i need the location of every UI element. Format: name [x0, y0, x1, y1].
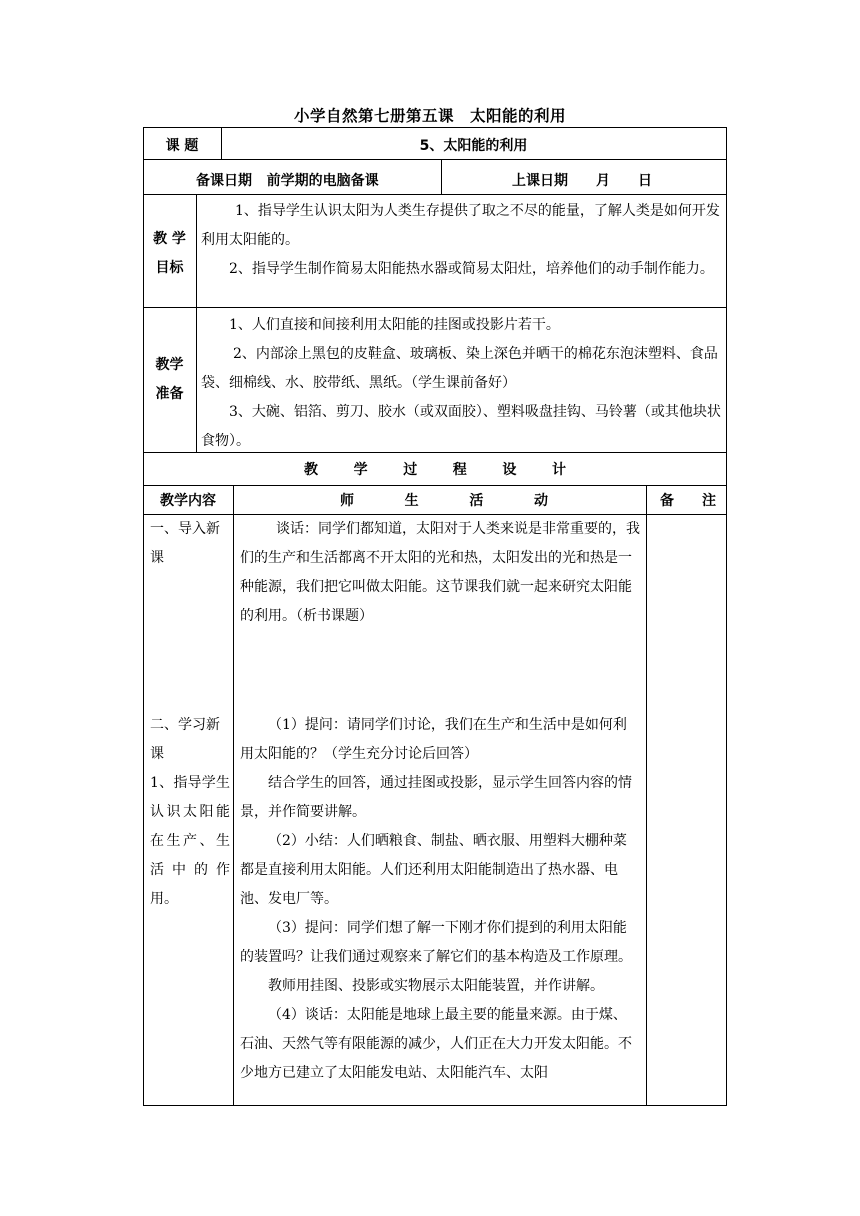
- section-1-paragraph: 谈话：同学们都知道，太阳对于人类来说是非常重要的，我们的生产和生活都离不开太阳的光和热，太阳发出的光和热是一种能源，我们把它叫做太阳能。这节课我们就一起来研究太阳能的利用。（析书课题）: [240, 521, 640, 624]
- prep-date-label: 备课日期: [196, 173, 252, 189]
- activity-header-char: 活: [469, 493, 484, 509]
- prep-paragraph-2: 2、内部涂上黑包的皮鞋盒、玻璃板、染上深色并晒干的棉花东泡沫塑料、食品袋、细棉线、水、胶带纸、黑纸。（学生课前备好）: [201, 346, 718, 391]
- section-2-paragraph-6: （4）谈话：太阳能是地球上最主要的能量来源。由于煤、石油、天然气等有限能源的减少，人们正在大力开发太阳能。不少地方已建立了太阳能发电站、太阳能汽车、太阳: [240, 1007, 632, 1081]
- goals-paragraph-2: 2、指导学生制作简易太阳能热水器或简易太阳灶，培养他们的动手制作能力。: [229, 261, 714, 277]
- column-header-notes: [660, 490, 716, 510]
- day-label: 日: [638, 173, 652, 189]
- section-1-activity: [240, 515, 640, 631]
- activity-header-char: 师: [340, 493, 354, 509]
- prep-date: [196, 170, 436, 190]
- section-2-paragraph-3: （2）小结：人们晒粮食、制盐、晒衣服、用塑料大棚种菜都是直接利用太阳能。人们还利用太阳能制造出了热水器、电池、发电厂等。: [240, 833, 627, 907]
- section-2-paragraph-1: （1）提问：请同学们讨论，我们在生产和生活中是如何利用太阳能的？（学生充分讨论后回答）: [240, 717, 627, 762]
- notes-header-char: 注: [702, 493, 716, 509]
- prep-paragraph-1: 1、人们直接和间接利用太阳能的挂图或投影片若干。: [229, 317, 560, 333]
- section-2-paragraph-5: 教师用挂图、投影或实物展示太阳能装置，并作讲解。: [268, 978, 604, 994]
- process-heading-char: 计: [551, 462, 566, 478]
- goals-paragraph-1: 1、指导学生认识太阳为人类生存提供了取之不尽的能量，了解人类是如何开发利用太阳能的。: [201, 203, 720, 248]
- process-heading-char: 学: [353, 462, 368, 478]
- goals-label: [143, 225, 196, 283]
- topic-label: 课 题: [165, 138, 199, 154]
- column-header-activity: [340, 490, 548, 510]
- goals-label-line2: 目标: [155, 260, 184, 276]
- process-heading: [304, 459, 566, 479]
- class-date-label: 上课日期: [512, 173, 568, 189]
- process-heading-char: 过: [403, 462, 418, 478]
- process-heading-char: 设: [502, 462, 517, 478]
- prep-label-line2: 准备: [155, 386, 184, 402]
- section-2-subtitle: 1、指导学生认识太阳能在生产、生活中的作用。: [150, 775, 230, 907]
- column-header-content: 教学内容: [160, 493, 216, 509]
- month-label: 月: [596, 173, 610, 189]
- class-date: [512, 170, 722, 190]
- section-2-title: 二、学习新课: [150, 717, 220, 762]
- prep-body: [201, 311, 722, 456]
- section-2-paragraph-4: （3）提问：同学们想了解一下刚才你们提到的利用太阳能的装置吗？让我们通过观察来了解它们的基本构造及工作原理。: [240, 920, 632, 965]
- prep-label-line1: 教学: [155, 357, 184, 373]
- section-2-left: [150, 711, 230, 914]
- section-1-title: 一、导入新课: [150, 521, 220, 566]
- topic-value: 5、太阳能的利用: [419, 138, 528, 154]
- goals-body: [201, 197, 722, 284]
- activity-header-char: 动: [533, 493, 548, 509]
- activity-header-char: 生: [404, 493, 419, 509]
- process-heading-char: 程: [452, 462, 467, 478]
- section-2-paragraph-2: 结合学生的回答，通过挂图或投影，显示学生回答内容的情景，并作简要讲解。: [240, 775, 632, 820]
- goals-label-line1: 教 学: [153, 231, 186, 247]
- document-title: 小学自然第七册第五课 太阳能的利用: [293, 107, 566, 125]
- prep-paragraph-3: 3、大碗、铝箔、剪刀、胶水（或双面胶）、塑料吸盘挂钩、马铃薯（或其他块状食物）。: [201, 404, 721, 449]
- prep-label: [143, 351, 196, 409]
- prep-date-value: 前学期的电脑备课: [266, 173, 379, 189]
- process-heading-char: 教: [304, 462, 318, 478]
- section-2-activity: [240, 711, 640, 1088]
- notes-header-char: 备: [660, 493, 674, 509]
